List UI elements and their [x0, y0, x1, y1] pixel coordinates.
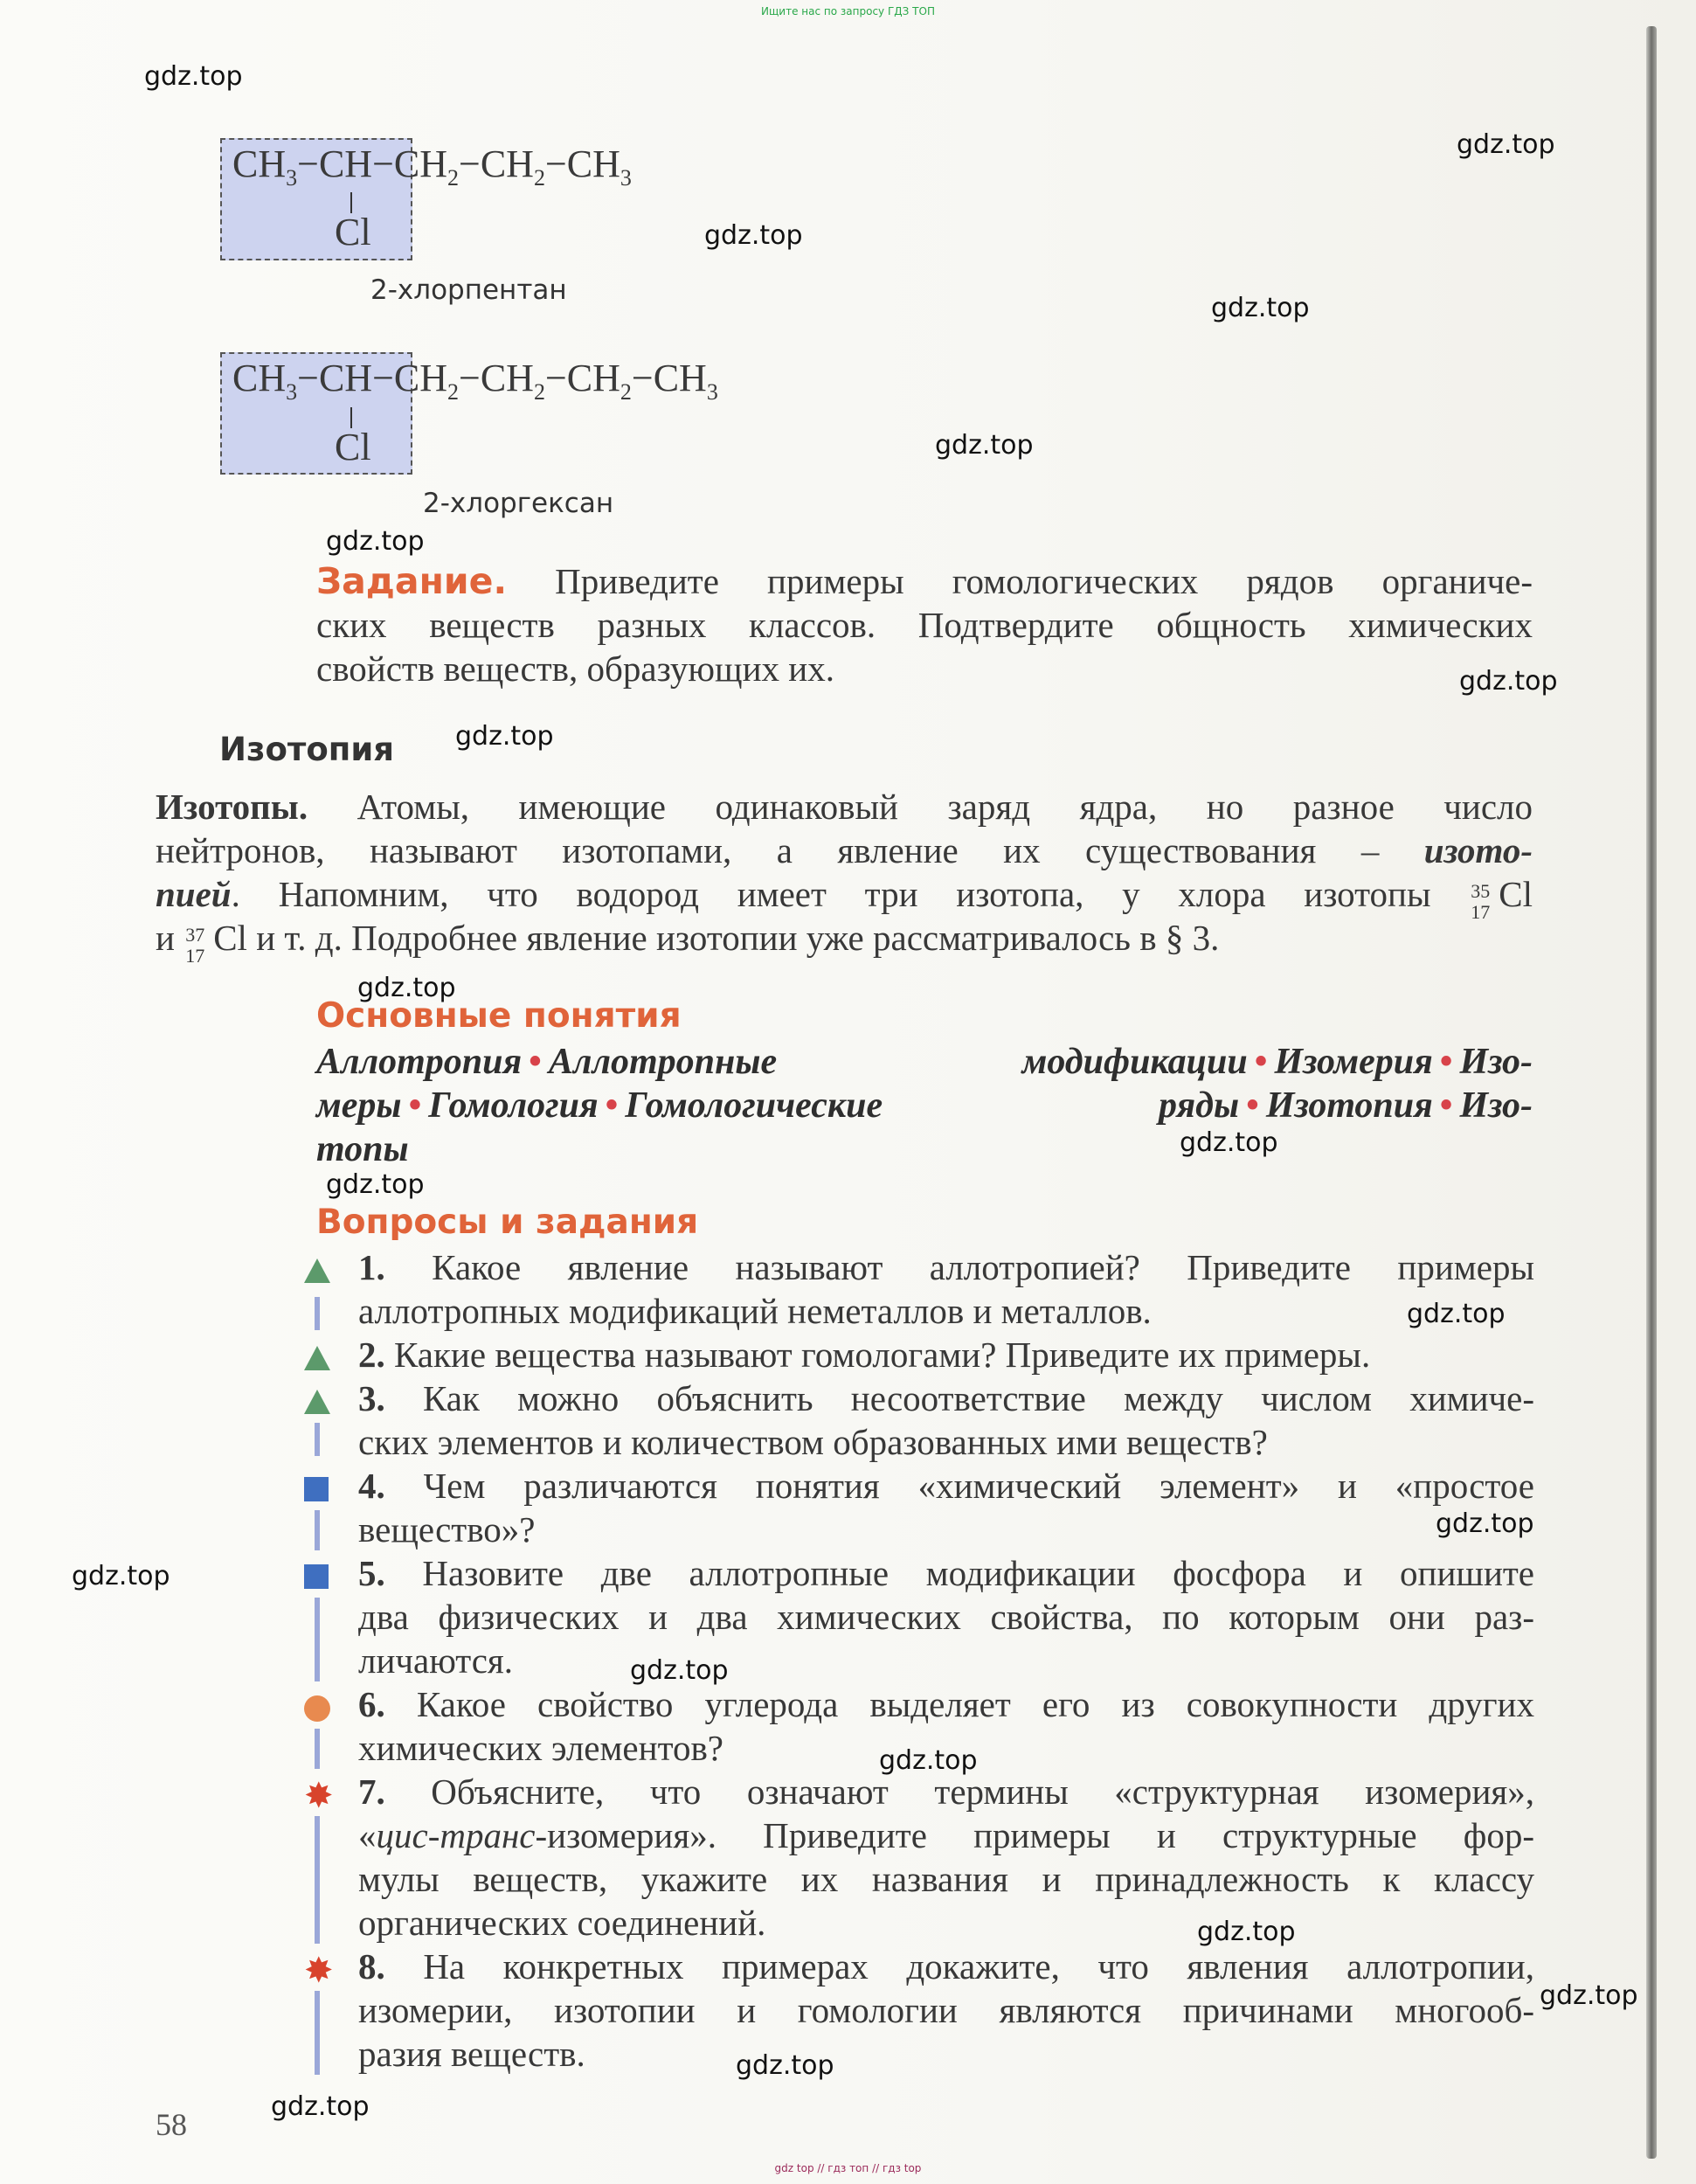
isotopy-paragraph: Изотопы. Атомы, имеющие одинаковый заряд ядра, но разное число нейтронов, называют изотопами, а явление их существования – изото- пией. Напомним, что водород имеет три изотопа, у хлора изотопы 35 17 Cl и 37 17 Cl и т. д. Подробнее явление изотопии уже рассматривалось в § 3. [156, 787, 1533, 967]
question-2: 2. Какие вещества называют гомологами? Приведите их примеры. [358, 1335, 1371, 1375]
rail [315, 1598, 320, 1681]
rail [315, 1510, 320, 1550]
watermark: gdz.top [630, 1655, 729, 1686]
section-title-questions: Вопросы и задания [316, 1203, 699, 1242]
watermark: gdz.top [271, 2091, 370, 2122]
watermark: gdz.top [144, 61, 243, 92]
level-circle-icon [304, 1695, 330, 1722]
page-number: 58 [156, 2107, 187, 2142]
concepts-list: Аллотропия • Аллотропные модификации • Изомерия • Изо- меры • Гомология • Гомологические ряды • Изотопия • Изо- топы [316, 1042, 1533, 1169]
watermark: gdz.top [1407, 1299, 1506, 1329]
watermark: gdz.top [704, 220, 803, 251]
question-6: 6. Какое свойство углерода выделяет его из совокупности других химических элементов? [358, 1684, 1534, 1768]
question-3: 3. Как можно объяснить несоответствие между числом химиче- ских элементов и количеством образованных ими веществ? [358, 1378, 1535, 1462]
level-triangle-icon [304, 1258, 330, 1283]
question-7: 7. Объясните, что означают термины «структурная изомерия», «цис-транс-изомерия». Приведите примеры и структурные фор- мулы веществ, укажите их названия и принадлежность к классу органических соединений. [358, 1771, 1534, 1943]
level-star-icon: ✸ [304, 1776, 334, 1816]
watermark: gdz.top [736, 2050, 834, 2081]
substituent-cl: Cl [335, 426, 371, 468]
watermark: gdz.top [1459, 666, 1558, 697]
watermark: gdz.top [1436, 1508, 1534, 1539]
rail [315, 1729, 320, 1769]
level-triangle-icon [304, 1390, 330, 1414]
rail [315, 1991, 320, 2075]
watermark: gdz.top [357, 973, 456, 1003]
watermark: gdz.top [1540, 1980, 1638, 2011]
question-1: 1. Какое явление называют аллотропией? Приведите примеры аллотропных модификаций неметаллов и металлов. [358, 1247, 1534, 1331]
watermark: gdz.top [72, 1561, 170, 1591]
level-square-icon [304, 1477, 329, 1501]
section-title-concepts: Основные понятия [316, 996, 682, 1036]
watermark: gdz.top [879, 1745, 978, 1776]
watermark: gdz.top [935, 430, 1034, 461]
rail [315, 1816, 320, 1944]
level-star-icon: ✸ [304, 1951, 334, 1991]
rail [315, 1423, 320, 1456]
book-spine [1646, 26, 1657, 2159]
question-4: 4. Чем различаются понятия «химический элемент» и «простое вещество»? [358, 1466, 1534, 1550]
isotope-cl37: 37 17 [185, 924, 205, 967]
header-note: Ищите нас по запросу ГДЗ ТОП [761, 5, 935, 17]
level-square-icon [304, 1564, 329, 1589]
task-label: Задание. [316, 560, 508, 602]
watermark: gdz.top [326, 1169, 425, 1200]
watermark: gdz.top [326, 526, 425, 557]
watermark: gdz.top [1180, 1127, 1278, 1158]
watermark: gdz.top [1211, 293, 1310, 323]
substituent-cl: Cl [335, 211, 371, 253]
question-5: 5. Назовите две аллотропные модификации фосфора и опишите два физических и два химических свойства, по которым они раз- личаются. [358, 1553, 1535, 1681]
term-isotopes: Изотопы. [156, 787, 308, 827]
isotope-cl35: 35 17 [1471, 880, 1491, 923]
section-heading-isotopy: Изотопия [219, 731, 394, 768]
formula-name: 2-хлорпентан [370, 274, 567, 306]
watermark: gdz.top [1197, 1917, 1296, 1947]
formula-2-chloropentane: $CH_3-CH-CH_2-CH_2-CH_3$ [232, 142, 632, 191]
rail [315, 1297, 320, 1330]
formula-name: 2-хлоргексан [423, 488, 614, 519]
question-8: 8. На конкретных примерах докажите, что явления аллотропии, изомерии, изотопии и гомологии являются причинами многооб- разия веществ. [358, 1946, 1534, 2074]
footer-note: gdz top // гдз топ // гдз top [774, 2162, 922, 2174]
watermark: gdz.top [455, 721, 554, 752]
formula-2-chlorohexane: $CH_3-CH-CH_2-CH_2-CH_2-CH_3$ [232, 357, 718, 405]
task-paragraph: Задание. Приведите примеры гомологических рядов органиче- ских веществ разных классов. Подтвердите общность химических свойств веществ, образующих их. [316, 560, 1533, 689]
watermark: gdz.top [1457, 129, 1555, 160]
level-triangle-icon [304, 1346, 330, 1370]
